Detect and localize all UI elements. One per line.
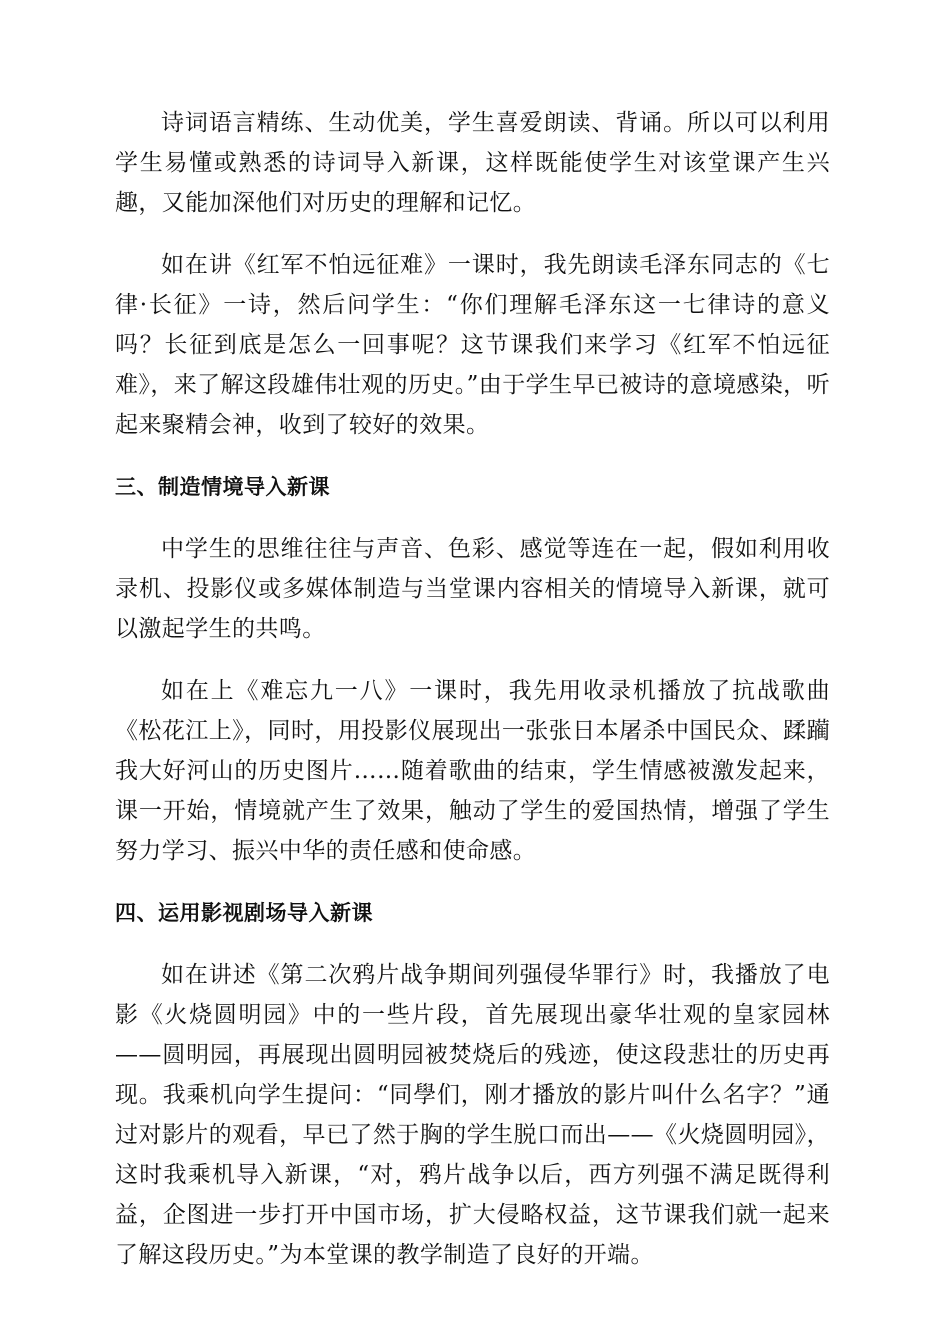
- paragraph-poetry-intro: 诗词语言精练、生动优美，学生喜爱朗读、背诵。所以可以利用学生易懂或熟悉的诗词导入新课，这样既能使学生对该堂课产生兴趣，又能加深他们对历史的理解和记忆。: [115, 110, 830, 216]
- section-heading-3: 三、制造情境导入新课: [115, 475, 330, 499]
- paragraph-film-example: 如在讲述《第二次鸦片战争期间列强侵华罪行》时，我播放了电影《火烧圆明园》中的一些片段，首先展现出豪华壮观的皇家园林——圆明园，再展现出圆明园被焚烧后的残迹，使这段悲壮的历史再现。我乘机向学生提问：“同學们，刚才播放的影片叫什么名字？”通过对影片的观看，早已了然于胸的学生脱口而出——《火烧圆明园》，这时我乘机导入新课，“对，鸦片战争以后，西方列强不满足既得利益，企图进一步打开中国市场，扩大侵略权益，这节课我们就一起来了解这段历史。”为本堂课的教学制造了良好的开端。: [115, 962, 830, 1268]
- document-body: [115, 103, 830, 1297]
- paragraph-918-example: 如在上《难忘九一八》一课时，我先用收录机播放了抗战歌曲《松花江上》，同时，用投影仪展现出一张张日本屠杀中国民众、蹂躏我大好河山的历史图片……随着歌曲的结束，学生情感被激发起来，课一开始，情境就产生了效果，触动了学生的爱国热情，增强了学生努力学习、振兴中华的责任感和使命感。: [115, 678, 830, 864]
- paragraph-situation-intro: 中学生的思维往往与声音、色彩、感觉等连在一起，假如利用收录机、投影仪或多媒体制造与当堂课内容相关的情境导入新课，就可以激起学生的共鸣。: [115, 536, 830, 642]
- section-heading-4: 四、运用影视剧场导入新课: [115, 901, 373, 925]
- paragraph-long-march-example: 如在讲《红军不怕远征难》一课时，我先朗读毛泽东同志的《七律·长征》一诗，然后问学生：“你们理解毛泽东这一七律诗的意义吗？长征到底是怎么一回事呢？这节课我们来学习《红军不怕远征难》，来了解这段雄伟壮观的历史。”由于学生早已被诗的意境感染，听起来聚精会神，收到了较好的效果。: [115, 252, 830, 438]
